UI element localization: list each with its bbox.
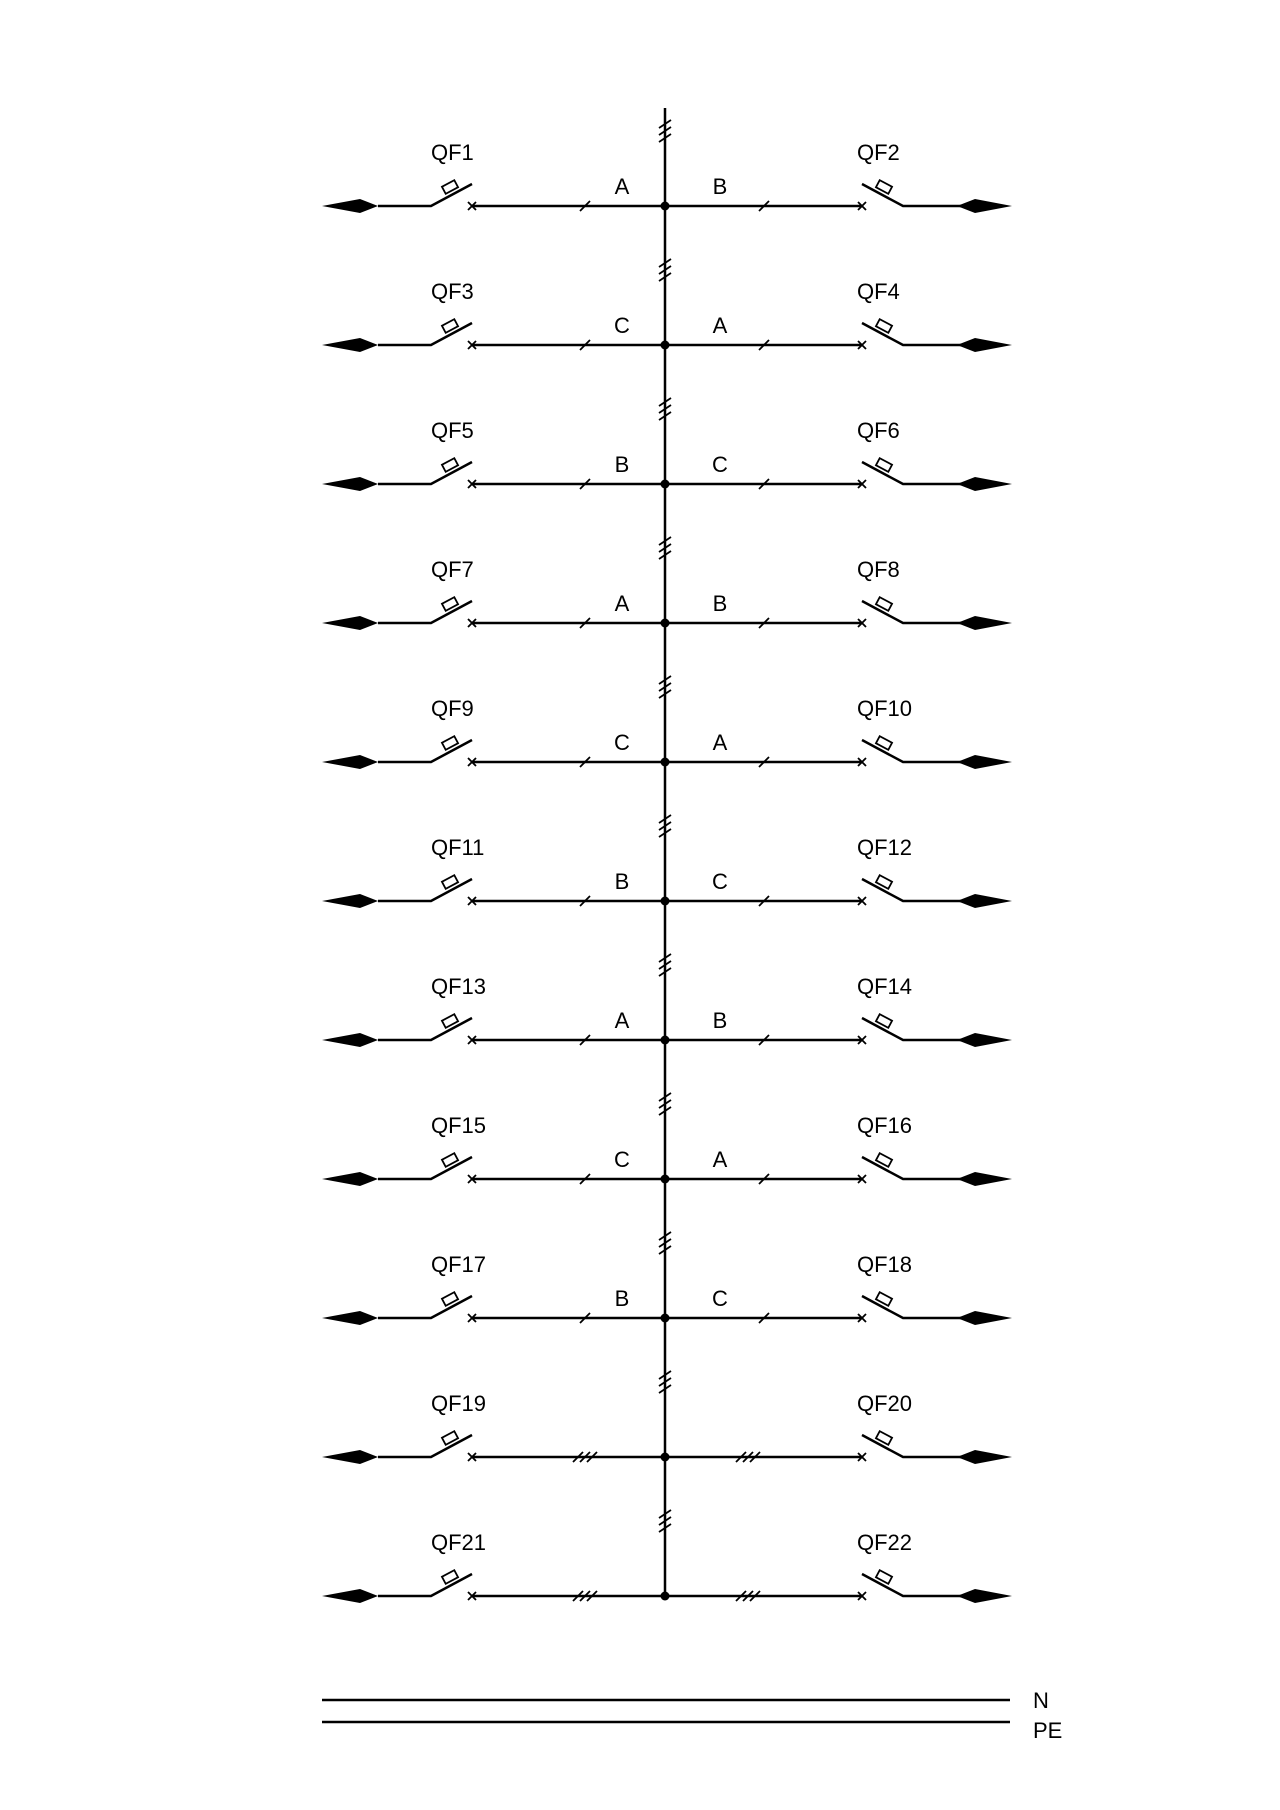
left-arrow: [322, 1311, 378, 1325]
right-breaker-label: QF8: [857, 557, 900, 582]
right-breaker-label: QF4: [857, 279, 900, 304]
right-phase-label: A: [712, 313, 728, 338]
left-breaker-label: QF9: [431, 696, 474, 721]
left-arrow: [322, 894, 378, 908]
right-arrow: [957, 1450, 1012, 1464]
right-breaker-contact: [862, 184, 975, 206]
right-breaker-contact: [862, 740, 975, 762]
left-arrow: [322, 199, 378, 213]
right-arrow: [957, 1172, 1012, 1186]
left-breaker-label: QF19: [431, 1391, 487, 1416]
left-phase-label: C: [614, 1147, 630, 1172]
left-arrow: [322, 1589, 378, 1603]
left-breaker-label: QF7: [431, 557, 474, 582]
right-breaker-label: QF2: [857, 140, 900, 165]
right-arrow: [957, 1589, 1012, 1603]
left-phase-label: C: [614, 730, 630, 755]
right-arrow: [957, 894, 1012, 908]
right-breaker-label: QF10: [857, 696, 913, 721]
left-breaker-label: QF15: [431, 1113, 487, 1138]
right-breaker-contact: [862, 1157, 975, 1179]
left-arrow: [322, 1033, 378, 1047]
right-arrow: [957, 199, 1012, 213]
left-phase-label: B: [614, 1286, 630, 1311]
right-phase-label: C: [712, 452, 728, 477]
left-phase-label: A: [614, 591, 630, 616]
right-breaker-contact: [862, 1018, 975, 1040]
pe-label: PE: [1033, 1718, 1063, 1743]
left-phase-label: B: [614, 869, 630, 894]
left-breaker-label: QF13: [431, 974, 487, 999]
right-breaker-contact: [862, 601, 975, 623]
left-arrow: [322, 477, 378, 491]
right-breaker-label: QF12: [857, 835, 913, 860]
right-breaker-label: QF18: [857, 1252, 913, 1277]
right-phase-label: C: [712, 1286, 728, 1311]
right-breaker-label: QF6: [857, 418, 900, 443]
neutral-label: N: [1033, 1688, 1049, 1713]
left-breaker-label: QF3: [431, 279, 474, 304]
left-phase-label: C: [614, 313, 630, 338]
right-breaker-label: QF22: [857, 1530, 913, 1555]
right-phase-label: B: [712, 174, 728, 199]
left-breaker-label: QF17: [431, 1252, 487, 1277]
left-phase-label: A: [614, 1008, 630, 1033]
right-arrow: [957, 1311, 1012, 1325]
left-arrow: [322, 1450, 378, 1464]
right-breaker-label: QF14: [857, 974, 913, 999]
right-breaker-label: QF16: [857, 1113, 913, 1138]
right-breaker-contact: [862, 1296, 975, 1318]
right-arrow: [957, 477, 1012, 491]
left-arrow: [322, 755, 378, 769]
left-breaker-label: QF1: [431, 140, 474, 165]
left-phase-label: A: [614, 174, 630, 199]
right-breaker-contact: [862, 1574, 975, 1596]
right-phase-label: A: [712, 730, 728, 755]
right-breaker-contact: [862, 1435, 975, 1457]
right-arrow: [957, 1033, 1012, 1047]
left-breaker-label: QF21: [431, 1530, 487, 1555]
left-breaker-label: QF5: [431, 418, 474, 443]
left-arrow: [322, 1172, 378, 1186]
right-breaker-label: QF20: [857, 1391, 913, 1416]
right-phase-label: A: [712, 1147, 728, 1172]
left-arrow: [322, 338, 378, 352]
right-breaker-contact: [862, 323, 975, 345]
right-phase-label: B: [712, 1008, 728, 1033]
right-breaker-contact: [862, 462, 975, 484]
right-breaker-contact: [862, 879, 975, 901]
right-arrow: [957, 338, 1012, 352]
right-phase-label: C: [712, 869, 728, 894]
right-phase-label: B: [712, 591, 728, 616]
left-phase-label: B: [614, 452, 630, 477]
right-arrow: [957, 755, 1012, 769]
right-arrow: [957, 616, 1012, 630]
left-breaker-label: QF11: [431, 835, 485, 860]
left-arrow: [322, 616, 378, 630]
